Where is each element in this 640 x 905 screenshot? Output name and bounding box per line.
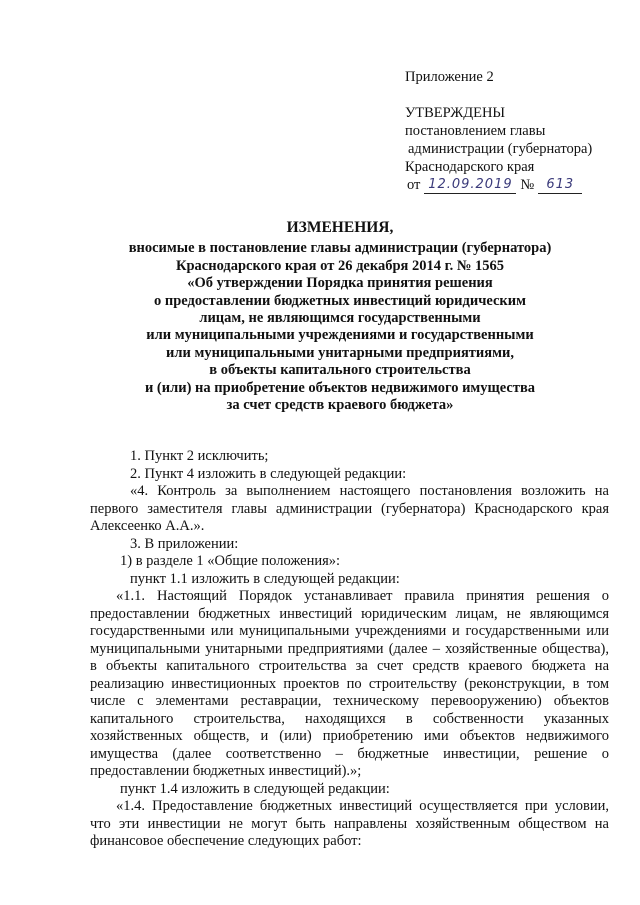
paragraph: 2. Пункт 4 изложить в следующей редакции: <box>130 465 407 482</box>
paragraph: «1.4. Предоставление бюджетных инвестиций осуществляется при условии, что эти инвестиции не могут быть направлены хозяйственным обществом на финансовое обеспечение следующих работ: <box>90 798 609 849</box>
paragraph: 1) в разделе 1 «Общие положения»: <box>120 553 341 569</box>
number-prefix: № <box>520 177 535 193</box>
paragraph: пункт 1.1 изложить в следующей редакции: <box>130 570 400 587</box>
document-title <box>120 219 560 414</box>
title-line: «Об утверждении Порядка принятия решения <box>187 275 493 292</box>
paragraph: «4. Контроль за выполнением настоящего постановления возложить на первого заместителя главы администрации (губернатора) Краснодарского края Алексеенко А.А.». <box>90 483 609 534</box>
date-number-line <box>405 176 635 194</box>
paragraph: пункт 1.4 изложить в следующей редакции: <box>120 780 390 797</box>
paragraph: «1.1. Настоящий Порядок устанавливает правила принятия решения о предоставлении бюджетных инвестиций юридическим лицам, не являющимся государственными или муниципальными учреждениями и государственными или муниципальными унитарными предприятиями (далее – хозяйственные общества), в объекты капитального строительства за счет средств краевого бюджета на реализацию инвестиционных проектов по строительству (реконструкции, в том числе с элементами реставрации, техническому перевооружению) объектов капитального строительства, находящихся в собственности указанных хозяйственных обществ, и (или) приобретению ими объектов недвижимого имущества (далее соответственно – бюджетные инвестиции, решение о предоставлении бюджетных инвестиций).»; <box>90 588 609 779</box>
title-line: или муниципальными учреждениями и государственными <box>146 327 534 344</box>
paragraph: 1. Пункт 2 исключить; <box>130 448 269 464</box>
title-line: о предоставлении бюджетных инвестиций юридическим <box>153 292 527 309</box>
title-heading: ИЗМЕНЕНИЯ, <box>286 219 394 236</box>
date-prefix: от <box>407 177 421 193</box>
approval-line: Краснодарского края <box>405 159 535 175</box>
title-line: или муниципальными унитарными предприятиями, <box>166 344 514 361</box>
title-line: за счет средств краевого бюджета» <box>226 397 454 414</box>
title-line: и (или) на приобретение объектов недвижимого имущества <box>144 379 536 396</box>
approved-heading: УТВЕРЖДЕНЫ <box>405 105 506 121</box>
appendix-label: Приложение 2 <box>405 69 494 85</box>
handwritten-date: 12.09.2019 <box>424 177 516 194</box>
title-line: в объекты капитального строительства <box>209 362 471 379</box>
title-line: Краснодарского края от 26 декабря 2014 г. № 1565 <box>175 257 505 274</box>
handwritten-number: 613 <box>538 177 582 194</box>
document-body <box>90 448 609 851</box>
approval-line: администрации (губернатора) <box>408 141 593 157</box>
title-line: вносимые в постановление главы администрации (губернатора) <box>128 240 552 257</box>
paragraph: 3. В приложении: <box>130 535 239 552</box>
approval-line: постановлением главы <box>405 123 546 139</box>
approval-block <box>405 68 635 194</box>
title-line: лицам, не являющимся государственными <box>199 310 481 327</box>
